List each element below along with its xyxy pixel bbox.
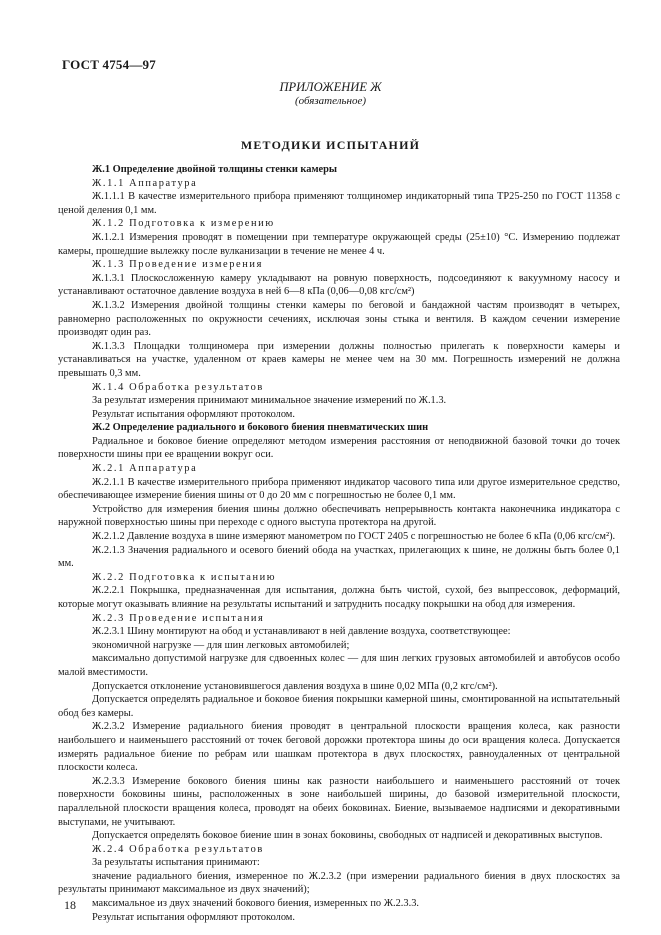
paragraph: За результаты испытания принимают: <box>92 857 260 869</box>
paragraph: значение радиального биения, измеренное по Ж.2.3.2 (при измерении радиального биения в двух плоскостях за результаты принимают максимальное из двух значений); <box>58 870 620 896</box>
body-text <box>58 163 620 924</box>
paragraph: Ж.2.1.1 В качестве измерительного прибора применяют индикатор часового типа или другое измерительное средство, обеспечивающее измерение биения шины от 0 до 20 мм с погрешностью не более 0,1 мм. <box>58 476 620 502</box>
paragraph: Результат испытания оформляют протоколом. <box>92 408 295 420</box>
paragraph: Ж.2.3.3 Измерение бокового биения шины как разности наибольшего и наименьшего расстояний от точек поверхности боковины шины, расположенных в зоне наибольшей ширины, до базовой измерительной плоскости, параллельной плоскости вращения колеса, проводят на обеих боковинах. Биение, вызываемое надписями и декоративными выступами, не учитывают. <box>58 775 620 828</box>
paragraph: За результат измерения принимают минимальное значение измерений по Ж.1.3. <box>92 395 447 407</box>
paragraph: Ж.1.3.2 Измерения двойной толщины стенки камеры по беговой и бандажной частям производят в четырех, равномерно расположенных по окружности сечениях, исключая зоны стыка и вентиля. В каждом сечении измерение производят один раз. <box>58 299 620 339</box>
paragraph: Ж.1.3.1 Плоскосложенную камеру укладывают на ровную поверхность, подсоединяют к вакуумному насосу и устанавливают остаточное давление воздуха в ней 6—8 кПа (0,06—0,08 кгс/см²) <box>58 272 620 298</box>
paragraph: Ж.2.3.1 Шину монтируют на обод и устанавливают в ней давление воздуха, соответствующее: <box>92 626 511 638</box>
subsection-heading: Ж.2.3 Проведение испытания <box>92 612 265 624</box>
paragraph: Ж.1.2.1 Измерения проводят в помещении при температуре окружающей среды (25±10) °С. Измерению подлежат камеры, прошедшие вылежку после вулканизации в течение не менее 4 ч. <box>58 231 620 257</box>
paragraph: Ж.2.2.1 Покрышка, предназначенная для испытания, должна быть чистой, сухой, без выпрессовок, деформаций, которые могут оказывать влияние на результаты испытаний и затруднить посадку покрышки на обод для измерения. <box>58 585 620 610</box>
paragraph: Ж.2.1.2 Давление воздуха в шине измеряют манометром по ГОСТ 2405 с погрешностью не более 6 кПа (0,06 кгс/см²). <box>92 531 616 543</box>
paragraph: Радиальное и боковое биение определяют методом измерения расстояния от неподвижной базовой точки до точек поверхности шины при ее вращении вокруг оси. <box>58 435 620 461</box>
paragraph: Допускается определять боковое биение шин в зонах боковины, свободных от надписей и декоративных выступов. <box>92 830 603 842</box>
paragraph: максимальное из двух значений бокового биения, измеренных по Ж.2.3.3. <box>92 898 419 910</box>
paragraph: Ж.2.1.3 Значения радиального и осевого биений обода на участках, прилегающих к шине, не должны быть более 0,1 мм. <box>58 544 620 570</box>
paragraph: Допускается определять радиальное и боковое биения покрышки камерной шины, смонтированной на испытательный обод без камеры. <box>58 694 620 719</box>
appendix-subtitle: (обязательное) <box>294 95 367 107</box>
paragraph: Ж.1.1.1 В качестве измерительного прибора применяют толщиномер индикаторный типа ТР25-250 по ГОСТ 11358 с ценой деления 0,1 мм. <box>58 191 620 216</box>
paragraph: экономичной нагрузке — для шин легковых автомобилей; <box>92 639 350 651</box>
subsection-heading: Ж.2.4 Обработка результатов <box>92 843 264 855</box>
paragraph: Результат испытания оформляют протоколом. <box>92 911 295 923</box>
subsection-heading: Ж.1.4 Обработка результатов <box>92 381 264 393</box>
paragraph: Ж.1.3.3 Площадки толщиномера при измерении должны полностью прилегать к поверхности камеры и устанавливаться на участке, удаленном от краев камеры не менее чем на 30 мм. Погрешность измерений не должна превышать 0,3 мм. <box>58 340 620 379</box>
subsection-heading: Ж.1.2 Подготовка к измерению <box>92 218 275 230</box>
paragraph: максимально допустимой нагрузке для сдвоенных колес — для шин легких грузовых автомобилей и автобусов особо малой вместимости. <box>58 653 620 678</box>
page-number: 18 <box>64 898 76 912</box>
subsection-heading: Ж.1.3 Проведение измерения <box>92 259 263 271</box>
section-heading: Ж.1 Определение двойной толщины стенки камеры <box>92 164 338 175</box>
paragraph: Устройство для измерения биения шины должно обеспечивать непрерывность контакта наконечника индикатора с наружной поверхностью шины при переходе с одного выступа протектора на другой. <box>58 503 620 529</box>
subsection-heading: Ж.2.2 Подготовка к испытанию <box>92 571 277 583</box>
page-title: МЕТОДИКИ ИСПЫТАНИЙ <box>240 138 421 152</box>
subsection-heading: Ж.1.1 Аппаратура <box>92 177 198 189</box>
paragraph: Допускается отклонение установившегося давления воздуха в шине 0,02 МПа (0,2 кгс/см²). <box>92 680 498 692</box>
paragraph: Ж.2.3.2 Измерение радиального биения проводят в центральной плоскости вращения колеса, как разности наибольшего и наименьшего расстояний от точек беговой дорожки протектора шины до оси вращения колеса. Допускается измерять радиальное биение по ребрам или шашкам протектора в двух плоскостях, равноудаленных от центральной плоскости колеса. <box>58 721 620 774</box>
appendix-title: ПРИЛОЖЕНИЕ Ж <box>279 80 382 94</box>
doc-code: ГОСТ 4754—97 <box>62 57 156 72</box>
subsection-heading: Ж.2.1 Аппаратура <box>92 463 198 475</box>
section-heading: Ж.2 Определение радиального и бокового биения пневматических шин <box>92 422 429 434</box>
